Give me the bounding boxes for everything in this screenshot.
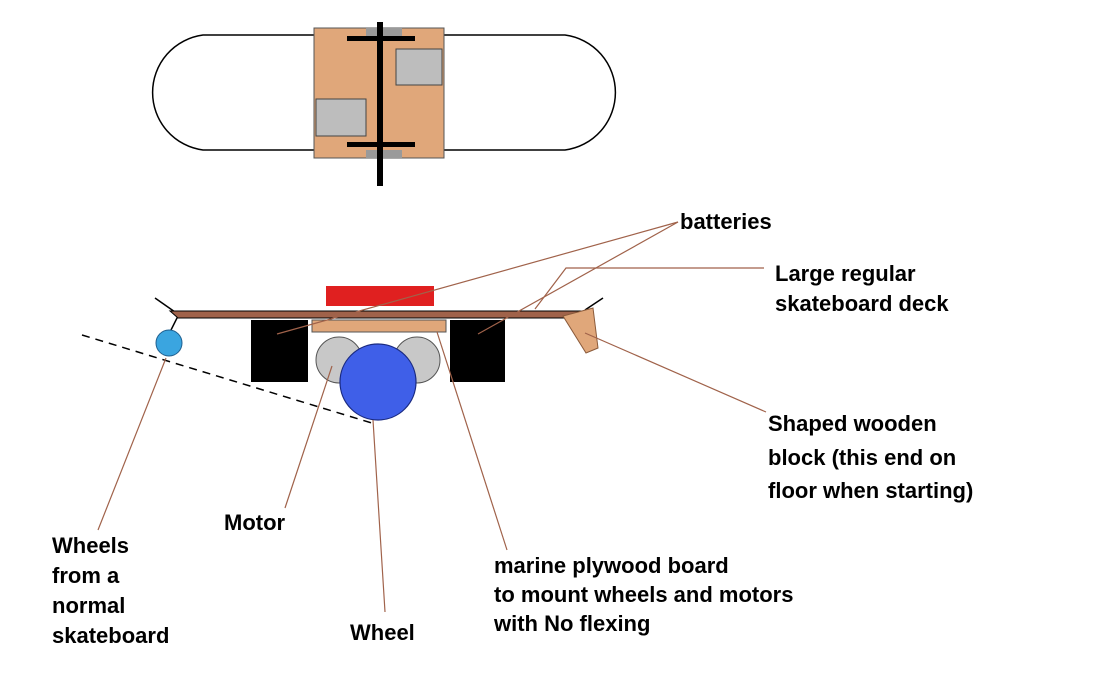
battery-left [251,320,308,382]
label-wheels-line2: from a [52,563,120,588]
label-plywood-line3: with No flexing [494,611,651,636]
label-block-line1: Shaped wooden [768,411,937,436]
label-plywood-line2: to mount wheels and motors [494,582,794,607]
skateboard-deck-side [170,311,585,318]
plywood-board-side [312,320,446,332]
top-view-axle-crossbar-top [347,36,415,41]
top-view [153,22,616,186]
label-wheels-line4: skateboard [52,623,170,648]
top-view-axle [377,22,383,186]
label-wheels-line3: normal [52,593,126,618]
label-wheels-line1: Wheels [52,533,130,558]
label-batteries: batteries [680,209,772,234]
label-deck-line2: skateboard deck [775,291,949,316]
top-view-axle-crossbar-bottom [347,142,415,147]
label-deck-line1: Large regular [775,261,916,286]
red-battery-top [326,286,434,306]
deck-left-kick [155,298,175,312]
battery-right [450,320,505,382]
leader-wheel [373,420,385,612]
small-skateboard-wheel [156,330,182,356]
leader-wooden-block [585,333,766,412]
leader-deck [535,268,764,309]
wooden-block [563,308,598,353]
side-view [82,286,603,424]
leader-wheels [98,358,166,530]
label-plywood-line1: marine plywood board [494,553,729,578]
label-motor: Motor [224,510,286,535]
leader-motor [285,366,332,508]
deck-right-kick [585,298,603,310]
label-block-line3: floor when starting) [768,478,974,503]
label-wheel: Wheel [350,620,415,645]
top-view-motor-bottom [366,150,402,158]
label-block-line2: block (this end on [768,445,957,470]
labels [52,209,973,648]
main-wheel [340,344,416,420]
small-wheel-bracket [170,316,178,332]
top-view-battery-1 [396,49,442,85]
top-view-battery-2 [316,99,366,136]
